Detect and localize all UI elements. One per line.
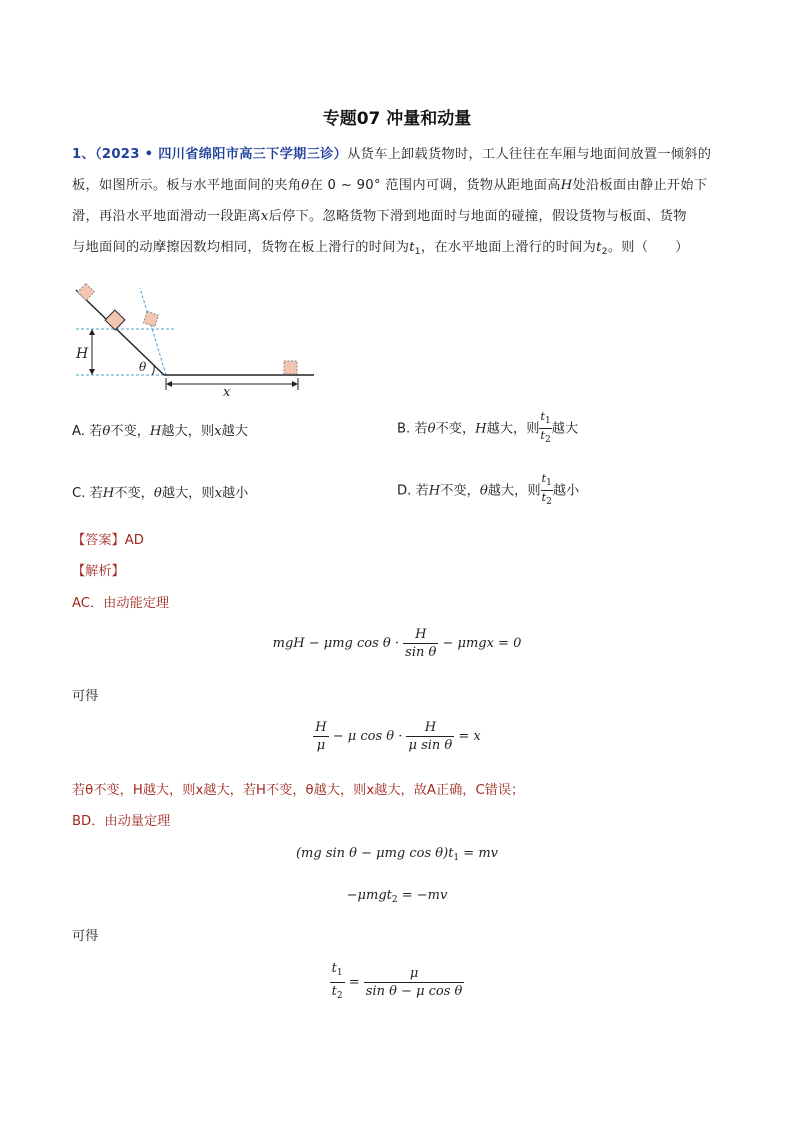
option-a-text-4: 越大 — [221, 424, 248, 439]
option-a-H: H — [149, 424, 162, 439]
eq5-left-fraction — [330, 960, 345, 1005]
d-num-t: t — [541, 471, 547, 485]
cargo-box-stopped — [284, 361, 297, 374]
option-d-ratio — [541, 472, 553, 509]
option-b-text-2: 不变， — [435, 421, 476, 437]
question-stem — [72, 139, 722, 268]
question-source: （2023 • 四川省绵阳市高三下学期三诊） — [94, 147, 348, 162]
eq4-right: = −mv — [397, 888, 448, 903]
d-num-sub: 1 — [546, 478, 552, 488]
option-C[interactable] — [72, 482, 248, 501]
cargo-box-steep — [143, 311, 158, 326]
eq5-right-fraction — [364, 965, 465, 1000]
stem-text-3: 在 — [309, 178, 324, 193]
height-arrow-head-bottom — [89, 369, 95, 375]
option-b-text-4: 越大 — [551, 421, 579, 437]
option-d-text-1: D. 若 — [397, 483, 429, 499]
b-num-t: t — [540, 409, 546, 423]
option-b-theta: θ — [427, 421, 436, 437]
eq2-frac2-num: H — [406, 719, 454, 737]
option-d-text-3: 越大，则 — [487, 483, 541, 499]
option-b-H: H — [475, 421, 487, 437]
theta-arc — [152, 366, 154, 375]
option-a-text-2: 不变， — [110, 424, 150, 439]
option-A[interactable] — [72, 420, 248, 439]
option-c-text-4: 越小 — [222, 486, 249, 501]
option-c-text-1: C. 若 — [72, 486, 103, 501]
eq5-num-t: t — [331, 961, 337, 976]
b-den-sub: 2 — [545, 435, 551, 445]
option-d-H: H — [428, 483, 441, 499]
page-title: 专题07 冲量和动量 — [322, 109, 472, 129]
b-den-t: t — [540, 428, 546, 442]
eq5-num: μ — [364, 965, 465, 983]
eq1-frac-den: sin θ — [405, 645, 437, 660]
answer-value: AD — [124, 533, 144, 548]
label-x: x — [223, 385, 231, 400]
equation-5 — [0, 960, 794, 1005]
conclusion-ac: 若θ不变，H越大，则x越大，若H不变，θ越大，则x越大，故A正确，C错误； — [72, 783, 525, 798]
option-d-text-2: 不变， — [440, 483, 480, 499]
option-d-text-4: 越小 — [552, 483, 580, 499]
d-den-sub: 2 — [546, 497, 552, 507]
option-a-text-3: 越大，则 — [161, 424, 215, 439]
option-D[interactable] — [397, 472, 579, 509]
symbol-H: H — [560, 178, 573, 193]
bd-title: BD．由动量定理 — [72, 814, 171, 829]
x-arrow-head-left — [166, 381, 172, 387]
eq5-den-t: t — [331, 984, 337, 999]
b-num-sub: 1 — [545, 416, 551, 426]
option-b-text-3: 越大，则 — [486, 421, 540, 437]
label-theta: θ — [139, 360, 147, 374]
equation-3 — [0, 846, 794, 863]
eq3-right: = mv — [459, 846, 498, 861]
eq1-right: − μmgx = 0 — [442, 636, 522, 651]
eq5-num-sub: 1 — [336, 968, 343, 978]
option-c-x: x — [214, 486, 222, 501]
option-c-text-2: 不变， — [114, 486, 154, 501]
eq4-sub: 2 — [391, 895, 398, 905]
kede-2: 可得 — [72, 929, 99, 944]
eq1-left: mgH − μmg cos θ · — [272, 636, 400, 651]
cargo-box-start — [78, 284, 95, 301]
option-a-theta: θ — [102, 424, 111, 439]
eq1-frac-num: H — [403, 626, 438, 644]
angle-range: 0 ~ 90° — [327, 178, 381, 193]
label-H: H — [76, 346, 89, 362]
eq3-left: (mg sin θ − μmg cos θ)t — [295, 846, 454, 861]
answer-line — [72, 529, 144, 548]
eq2-frac1-den: μ — [316, 738, 326, 753]
stem-text-2: 板，如图所示。板与水平地面间的夹角 — [72, 178, 302, 193]
equation-1 — [0, 626, 794, 661]
stem-text-6: 滑，再沿水平地面滑动一段距离 — [72, 209, 261, 224]
stem-text-7: 后停下。忽略货物下滑到地面时与地面的碰撞，假设货物与板面、货物 — [268, 209, 687, 224]
stem-text-8: 与地面间的动摩擦因数均相同，货物在板上滑行的时间为 — [72, 240, 410, 255]
option-b-text-1: B. 若 — [397, 421, 428, 437]
x-arrow-head-right — [292, 381, 298, 387]
incline-figure — [68, 278, 328, 400]
stem-text-5: 处沿板面由静止开始下 — [572, 178, 708, 193]
height-arrow-head-top — [89, 329, 95, 335]
option-c-H: H — [102, 486, 115, 501]
eq2-frac2-den: μ sin θ — [408, 738, 453, 753]
eq2-frac1-num: H — [315, 720, 327, 735]
option-a-text-1: A. 若 — [72, 424, 103, 439]
eq4-left: −μmgt — [346, 888, 392, 903]
cargo-box-sliding — [105, 310, 125, 330]
answer-label: 【答案】 — [72, 533, 125, 548]
symbol-t1: t — [409, 240, 415, 255]
sub-2: 2 — [601, 247, 608, 257]
symbol-t2: t — [596, 240, 602, 255]
stem-text-4: 范围内可调，货物从距地面高 — [385, 178, 561, 193]
symbol-theta: θ — [301, 178, 310, 193]
equation-2 — [0, 719, 794, 754]
ac-title: AC．由动能定理 — [72, 596, 170, 611]
eq5-den: sin θ − μ cos θ — [365, 984, 463, 999]
option-d-theta: θ — [479, 483, 488, 499]
eq2-mid: − μ cos θ · — [332, 729, 403, 744]
option-b-ratio — [539, 410, 551, 447]
eq2-right: = x — [458, 729, 481, 744]
stem-text-10: 。则（ ） — [607, 240, 689, 255]
symbol-x: x — [260, 209, 269, 224]
eq5-equals: = — [348, 975, 360, 990]
sub-1: 1 — [414, 247, 421, 257]
eq2-fraction-2 — [406, 719, 454, 754]
d-den-t: t — [541, 490, 547, 504]
stem-text-1: 从货车上卸载货物时，工人往往在车厢与地面间放置一倾斜的 — [347, 147, 712, 162]
option-c-theta: θ — [153, 486, 162, 501]
option-a-x: x — [214, 424, 222, 439]
kede-1: 可得 — [72, 689, 99, 704]
eq2-fraction-1 — [313, 719, 328, 754]
eq5-den-sub: 2 — [336, 991, 343, 1001]
analysis-label: 【解析】 — [72, 564, 125, 579]
incline-board — [76, 290, 164, 375]
option-c-text-3: 越大，则 — [161, 486, 215, 501]
eq1-fraction — [403, 626, 438, 661]
eq3-sub: 1 — [453, 853, 460, 863]
stem-text-9: ，在水平地面上滑行的时间为 — [420, 240, 597, 255]
equation-4 — [0, 888, 794, 905]
option-B[interactable] — [397, 410, 578, 447]
question-number: 1、 — [72, 147, 95, 162]
